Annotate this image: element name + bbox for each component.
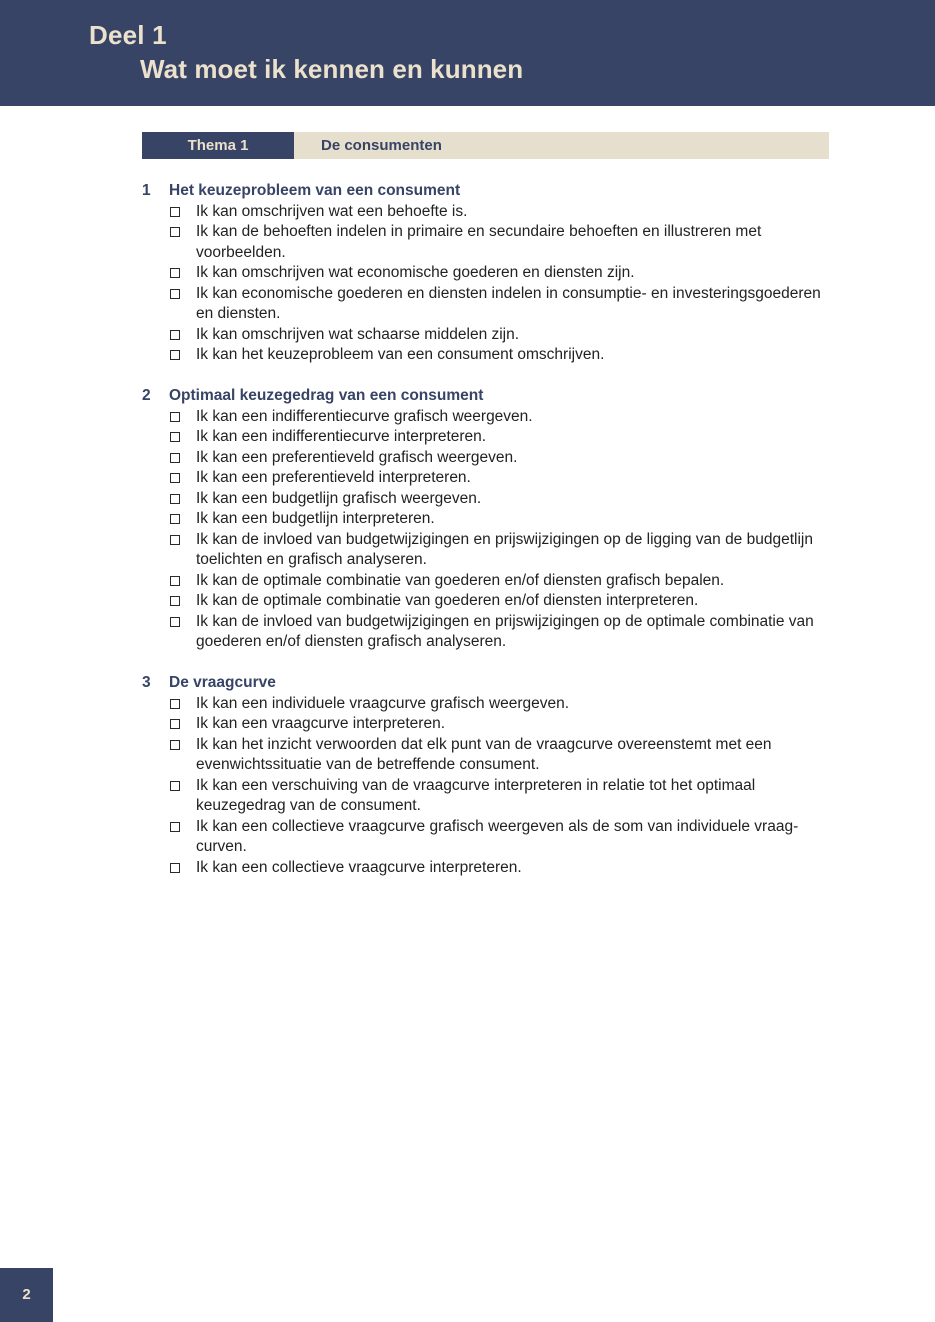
checklist-item-text: Ik kan een preferentieveld grafisch weergeven. [196, 448, 518, 466]
checklist-item [142, 571, 832, 592]
section-title: Optimaal keuzegedrag van een consument [169, 387, 484, 404]
checklist-item [142, 817, 832, 858]
checklist-item-text: Ik kan de behoeften indelen in primaire en secundaire behoeften en illustreren met voorbeelden. [196, 223, 762, 261]
checklist-item [142, 325, 832, 346]
checklist-item [142, 284, 832, 325]
checklist-item-text: Ik kan de optimale combinatie van goederen en/of diensten interpreteren. [196, 592, 699, 609]
checklist-item [142, 427, 832, 448]
checklist-item [142, 612, 832, 653]
checklist-item [142, 776, 832, 817]
checkbox[interactable] [170, 863, 180, 873]
checkbox[interactable] [170, 535, 180, 545]
checklist-item-text: Ik kan een indifferentiecurve grafisch weergeven. [196, 407, 533, 425]
checklist-item [142, 530, 832, 571]
checkbox[interactable] [170, 412, 180, 422]
checklist-item-text: Ik kan economische goederen en diensten indelen in consumptie- en investeringsgoederen en diensten. [196, 284, 821, 322]
checklist-item [142, 591, 832, 612]
checklist-item [142, 407, 832, 428]
checkbox[interactable] [170, 289, 180, 299]
checklist-item [142, 509, 832, 530]
checklist-item [142, 735, 832, 776]
checklist-item [142, 858, 832, 879]
checklist-item-text: Ik kan een collectieve vraagcurve grafisch weergeven als de som van individuele vraagcurven. [196, 817, 799, 855]
checkbox[interactable] [170, 514, 180, 524]
section-2 [142, 386, 832, 653]
checklist-item-text: Ik kan het keuzeprobleem van een consument omschrijven. [196, 346, 605, 363]
checklist-item-text: Ik kan omschrijven wat een behoefte is. [196, 202, 468, 220]
theme-name: De consumenten [321, 137, 442, 154]
checkbox[interactable] [170, 494, 180, 504]
checklist-item [142, 468, 832, 489]
checkbox[interactable] [170, 719, 180, 729]
checkbox[interactable] [170, 740, 180, 750]
checklist-item-text: Ik kan de optimale combinatie van goederen en/of diensten grafisch bepalen. [196, 571, 725, 589]
section-title: De vraagcurve [169, 674, 276, 691]
checklist-item [142, 222, 832, 263]
checklist-item-text: Ik kan een budgetlijn interpreteren. [196, 510, 435, 527]
checklist-item-text: Ik kan een collectieve vraagcurve interpreteren. [196, 858, 522, 876]
part-label: Deel 1 [89, 20, 167, 50]
section-number: 1 [142, 182, 151, 199]
checklist-item [142, 714, 832, 735]
checkbox[interactable] [170, 822, 180, 832]
page-number: 2 [0, 1268, 53, 1322]
checkbox[interactable] [170, 268, 180, 278]
section-number: 3 [142, 674, 151, 691]
part-title: Wat moet ik kennen en kunnen [140, 54, 524, 84]
checklist [142, 694, 832, 879]
checklist-item-text: Ik kan de invloed van budgetwijzigingen en prijswijzigingen op de ligging van de budgetlijn toelichten en grafisch analyseren. [196, 530, 813, 568]
checklist-item [142, 202, 832, 223]
checklist-item [142, 345, 832, 366]
checklist-item [142, 694, 832, 715]
page-header [0, 0, 935, 106]
checklist [142, 202, 832, 366]
checkbox[interactable] [170, 432, 180, 442]
checklist-item-text: Ik kan een individuele vraagcurve grafisch weergeven. [196, 694, 570, 712]
checkbox[interactable] [170, 350, 180, 360]
checklist-item [142, 489, 832, 510]
checklist-item-text: Ik kan een verschuiving van de vraagcurve interpreteren in relatie tot het optimaal keuzegedrag van de consument. [196, 776, 756, 814]
checklist-item-text: Ik kan een vraagcurve interpreteren. [196, 715, 445, 732]
section-heading [142, 181, 832, 202]
theme-bar [142, 132, 829, 159]
section-number: 2 [142, 387, 151, 404]
checklist-item-text: Ik kan omschrijven wat economische goederen en diensten zijn. [196, 264, 635, 281]
checkbox[interactable] [170, 699, 180, 709]
section-1 [142, 181, 832, 366]
section-heading [142, 386, 832, 407]
checkbox[interactable] [170, 473, 180, 483]
checkbox[interactable] [170, 330, 180, 340]
section-3 [142, 673, 832, 878]
checklist-item [142, 448, 832, 469]
section-title: Het keuzeprobleem van een consument [169, 182, 461, 199]
checkbox[interactable] [170, 576, 180, 586]
checklist-item-text: Ik kan omschrijven wat schaarse middelen zijn. [196, 325, 520, 343]
checklist-item-text: Ik kan een preferentieveld interpreteren. [196, 469, 471, 486]
checklist-item-text: Ik kan de invloed van budgetwijzigingen en prijswijzigingen op de optimale combinatie van goederen en/of diensten grafisch analyseren. [196, 612, 814, 650]
section-heading [142, 673, 832, 694]
checkbox[interactable] [170, 781, 180, 791]
checkbox[interactable] [170, 207, 180, 217]
checklist-item-text: Ik kan een budgetlijn grafisch weergeven. [196, 489, 482, 507]
checkbox[interactable] [170, 453, 180, 463]
checkbox[interactable] [170, 596, 180, 606]
checklist-content [142, 181, 832, 899]
checklist-item-text: Ik kan een indifferentiecurve interpreteren. [196, 428, 487, 445]
checklist-item [142, 263, 832, 284]
checkbox[interactable] [170, 227, 180, 237]
theme-label: Thema 1 [142, 132, 294, 159]
checklist [142, 407, 832, 653]
checklist-item-text: Ik kan het inzicht verwoorden dat elk punt van de vraagcurve overeenstemt met een evenwichtssituatie van de betreffende consument. [196, 735, 772, 773]
checkbox[interactable] [170, 617, 180, 627]
